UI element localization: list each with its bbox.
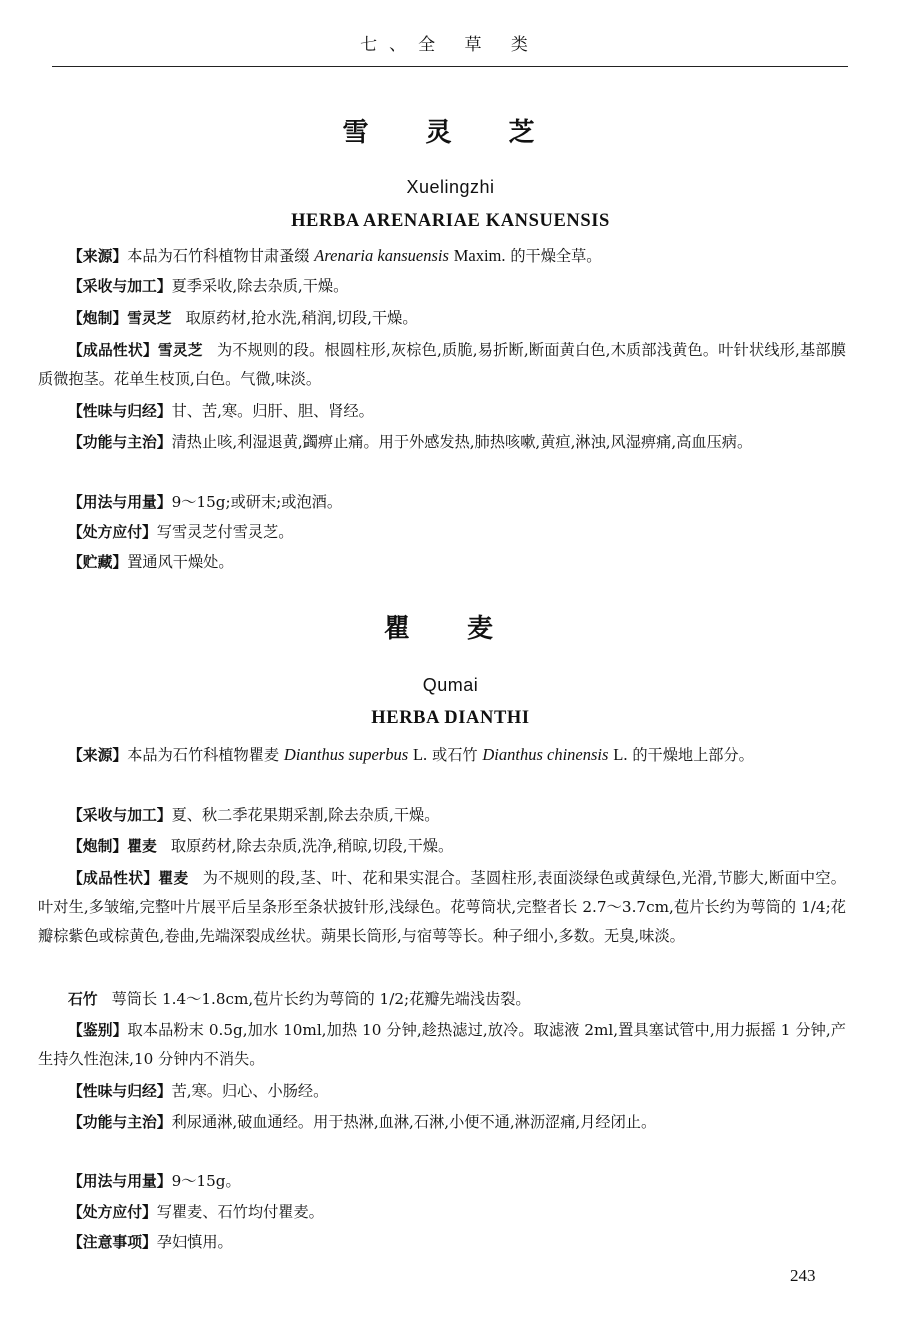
section-label: 【炮制】 [68, 838, 128, 855]
section-label: 【来源】 [68, 248, 128, 265]
section-properties [38, 864, 846, 951]
herb-name: 石竹 [68, 991, 98, 1008]
section-text: 萼筒长 1.4～1.8cm,苞片长约为萼筒的 1/2;花瓣先端浅齿裂。 [111, 990, 531, 1008]
section-text: 写雪灵芝付雪灵芝。 [156, 523, 294, 541]
entry-pinyin-xuelingzhi: Xuelingzhi [406, 177, 495, 197]
section-label: 【成品性状】 [68, 870, 159, 887]
herb-name: 瞿麦 [158, 870, 189, 887]
section-text: 9～15g。 [171, 1172, 241, 1190]
section-text: 甘、苦,寒。归肝、胆、肾经。 [171, 402, 374, 420]
section-text: 或石竹 [432, 746, 478, 764]
species-name: Dianthus superbus [283, 745, 409, 764]
section-text: 取本品粉末 0.5g,加水 10ml,加热 10 分钟,趁热滤过,放冷。取滤液 2ml,置具塞试管中,用力振摇 1 分钟,产生持久性泡沫,10 分钟内不消失。 [38, 1021, 846, 1068]
species-author: L. [412, 745, 428, 764]
section-label: 【处方应付】 [68, 1204, 157, 1221]
section-harvest [38, 272, 846, 301]
herb-name: 雪灵芝 [157, 342, 203, 359]
species-name: Arenaria kansuensis [314, 246, 449, 265]
section-caution [38, 1228, 846, 1257]
section-text: 的干燥地上部分。 [632, 746, 754, 764]
herb-name: 瞿麦 [127, 838, 157, 855]
section-label: 【性味与归经】 [68, 1083, 172, 1100]
section-nature [38, 1077, 846, 1106]
section-label: 【功能与主治】 [68, 1114, 172, 1131]
section-label: 【处方应付】 [68, 524, 157, 541]
section-text: 利尿通淋,破血通经。用于热淋,血淋,石淋,小便不通,淋沥涩痛,月经闭止。 [171, 1113, 657, 1131]
species-author: L. [613, 745, 628, 764]
section-label: 【采收与加工】 [68, 807, 172, 824]
section-text: 清热止咳,利湿退黄,蠲痹止痛。用于外感发热,肺热咳嗽,黄疸,淋浊,风湿痹痛,高血压病。 [171, 433, 753, 451]
section-harvest [38, 801, 846, 830]
section-identification [38, 1016, 846, 1074]
entry-latin-name-xuelingzhi: HERBA ARENARIAE KANSUENSIS [291, 211, 610, 231]
section-dosage [38, 488, 846, 517]
section-text: 孕妇慎用。 [156, 1233, 233, 1251]
section-text: 为不规则的段,茎、叶、花和果实混合。茎圆柱形,表面淡绿色或黄绿色,光滑,节膨大,断面中空。叶对生,多皱缩,完整叶片展平后呈条形至条状披针形,浅绿色。花萼筒状,完整者长 2.7～3.7cm,苞片长约为萼筒的 1/4;花瓣棕紫色或棕黄色,卷曲,先端深裂成丝状。蒴果长筒形,与宿萼等长。种子细小,多数。无臭,味淡。 [38, 869, 846, 945]
section-shizhu [38, 985, 846, 1014]
section-label: 【功能与主治】 [68, 434, 172, 451]
entry-latin-name-qumai: HERBA DIANTHI [371, 708, 530, 728]
section-processing [38, 304, 846, 333]
species-name: Dianthus chinensis [482, 745, 609, 764]
section-nature [38, 397, 846, 426]
entry-pinyin-qumai: Qumai [422, 675, 479, 695]
section-text: 本品为石竹科植物甘肃蚤缀 [127, 247, 310, 265]
section-label: 【成品性状】 [68, 342, 158, 359]
section-text: 取原药材,除去杂质,洗净,稍晾,切段,干燥。 [170, 837, 454, 855]
section-label: 【用法与用量】 [68, 494, 172, 511]
entry-title-qumai: 瞿 麦 [383, 614, 518, 644]
herb-name: 雪灵芝 [127, 310, 172, 327]
section-source [38, 740, 846, 770]
section-text: 9～15g;或研末;或泡酒。 [171, 493, 343, 511]
section-label: 【来源】 [68, 747, 128, 764]
section-label: 【注意事项】 [68, 1234, 157, 1251]
page-number: 243 [790, 1266, 816, 1285]
section-text: 夏季采收,除去杂质,干燥。 [171, 277, 349, 295]
section-function [38, 428, 846, 457]
section-text: 取原药材,抢水洗,稍润,切段,干燥。 [185, 309, 418, 327]
section-text: 苦,寒。归心、小肠经。 [171, 1082, 329, 1100]
section-text: 写瞿麦、石竹均付瞿麦。 [156, 1203, 324, 1221]
section-text: 的干燥全草。 [510, 247, 602, 265]
section-label: 【炮制】 [68, 310, 128, 327]
section-processing [38, 832, 846, 861]
section-storage [38, 548, 846, 577]
section-label: 【用法与用量】 [68, 1173, 172, 1190]
section-label: 【采收与加工】 [68, 278, 172, 295]
section-prescription [38, 518, 846, 547]
section-text: 本品为石竹科植物瞿麦 [127, 746, 280, 764]
running-header: 七、全 草 类 [52, 24, 848, 67]
section-prescription [38, 1198, 846, 1227]
section-label: 【贮藏】 [68, 554, 128, 571]
section-text: 置通风干燥处。 [127, 553, 234, 571]
section-text: 为不规则的段。根圆柱形,灰棕色,质脆,易折断,断面黄白色,木质部浅黄色。叶针状线形,基部膜质微抱茎。花单生枝顶,白色。气微,味淡。 [38, 341, 846, 388]
section-dosage [38, 1167, 846, 1196]
species-author: Maxim. [453, 246, 506, 265]
section-label: 【性味与归经】 [68, 403, 172, 420]
section-function [38, 1108, 846, 1137]
section-source [38, 241, 846, 271]
section-text: 夏、秋二季花果期采割,除去杂质,干燥。 [171, 806, 440, 824]
section-properties [38, 336, 846, 394]
section-label: 【鉴别】 [68, 1022, 128, 1039]
entry-title-xuelingzhi: 雪 灵 芝 [342, 118, 559, 148]
